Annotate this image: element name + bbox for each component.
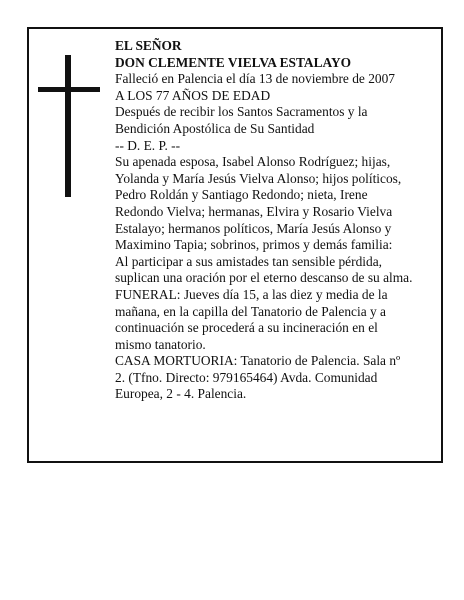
request-line: Al participar a sus amistades tan sensible pérdida, — [115, 253, 382, 269]
mortuary-line: Europea, 2 - 4. Palencia. — [115, 386, 247, 402]
blessing-line: Bendición Apostólica de Su Santidad — [115, 120, 315, 136]
family-line: Yolanda y María Jesús Vielva Alonso; hijos políticos, — [115, 170, 402, 186]
cross-horizontal-bar — [38, 87, 100, 92]
mortuary-line: 2. (Tfno. Directo: 979165464) Avda. Comunidad — [115, 369, 378, 385]
mortuary-line: CASA MORTUORIA: Tanatorio de Palencia. Sala nº — [115, 353, 401, 369]
funeral-line: mañana, en la capilla del Tanatorio de Palencia y a — [115, 303, 386, 319]
cross-icon — [38, 55, 100, 197]
family-line: Su apenada esposa, Isabel Alonso Rodríguez; hijas, — [115, 154, 391, 170]
obituary-heading: EL SEÑOR — [115, 38, 182, 53]
rip-line: -- D. E. P. -- — [115, 137, 181, 153]
age-line: A LOS 77 AÑOS DE EDAD — [115, 87, 271, 103]
family-line: Redondo Vielva; hermanas, Elvira y Rosario Vielva — [115, 203, 393, 219]
family-line: Maximino Tapia; sobrinos, primos y demás familia: — [115, 237, 393, 253]
cross-vertical-bar — [65, 55, 71, 197]
funeral-line: mismo tanatorio. — [115, 336, 206, 352]
family-line: Estalayo; hermanos políticos, María Jesús Alonso y — [115, 220, 392, 236]
request-line: suplican una oración por el eterno descanso de su alma. — [115, 270, 413, 286]
funeral-line: continuación se procederá a su incineración en el — [115, 320, 378, 336]
sacraments-line: Después de recibir los Santos Sacramentos y la — [115, 104, 368, 120]
death-date-line: Falleció en Palencia el día 13 de noviembre de 2007 — [115, 71, 395, 87]
obituary-text — [115, 38, 427, 403]
family-line: Pedro Roldán y Santiago Redondo; nieta, Irene — [115, 187, 368, 203]
funeral-line: FUNERAL: Jueves día 15, a las diez y media de la — [115, 286, 388, 302]
deceased-name: DON CLEMENTE VIELVA ESTALAYO — [115, 54, 352, 70]
